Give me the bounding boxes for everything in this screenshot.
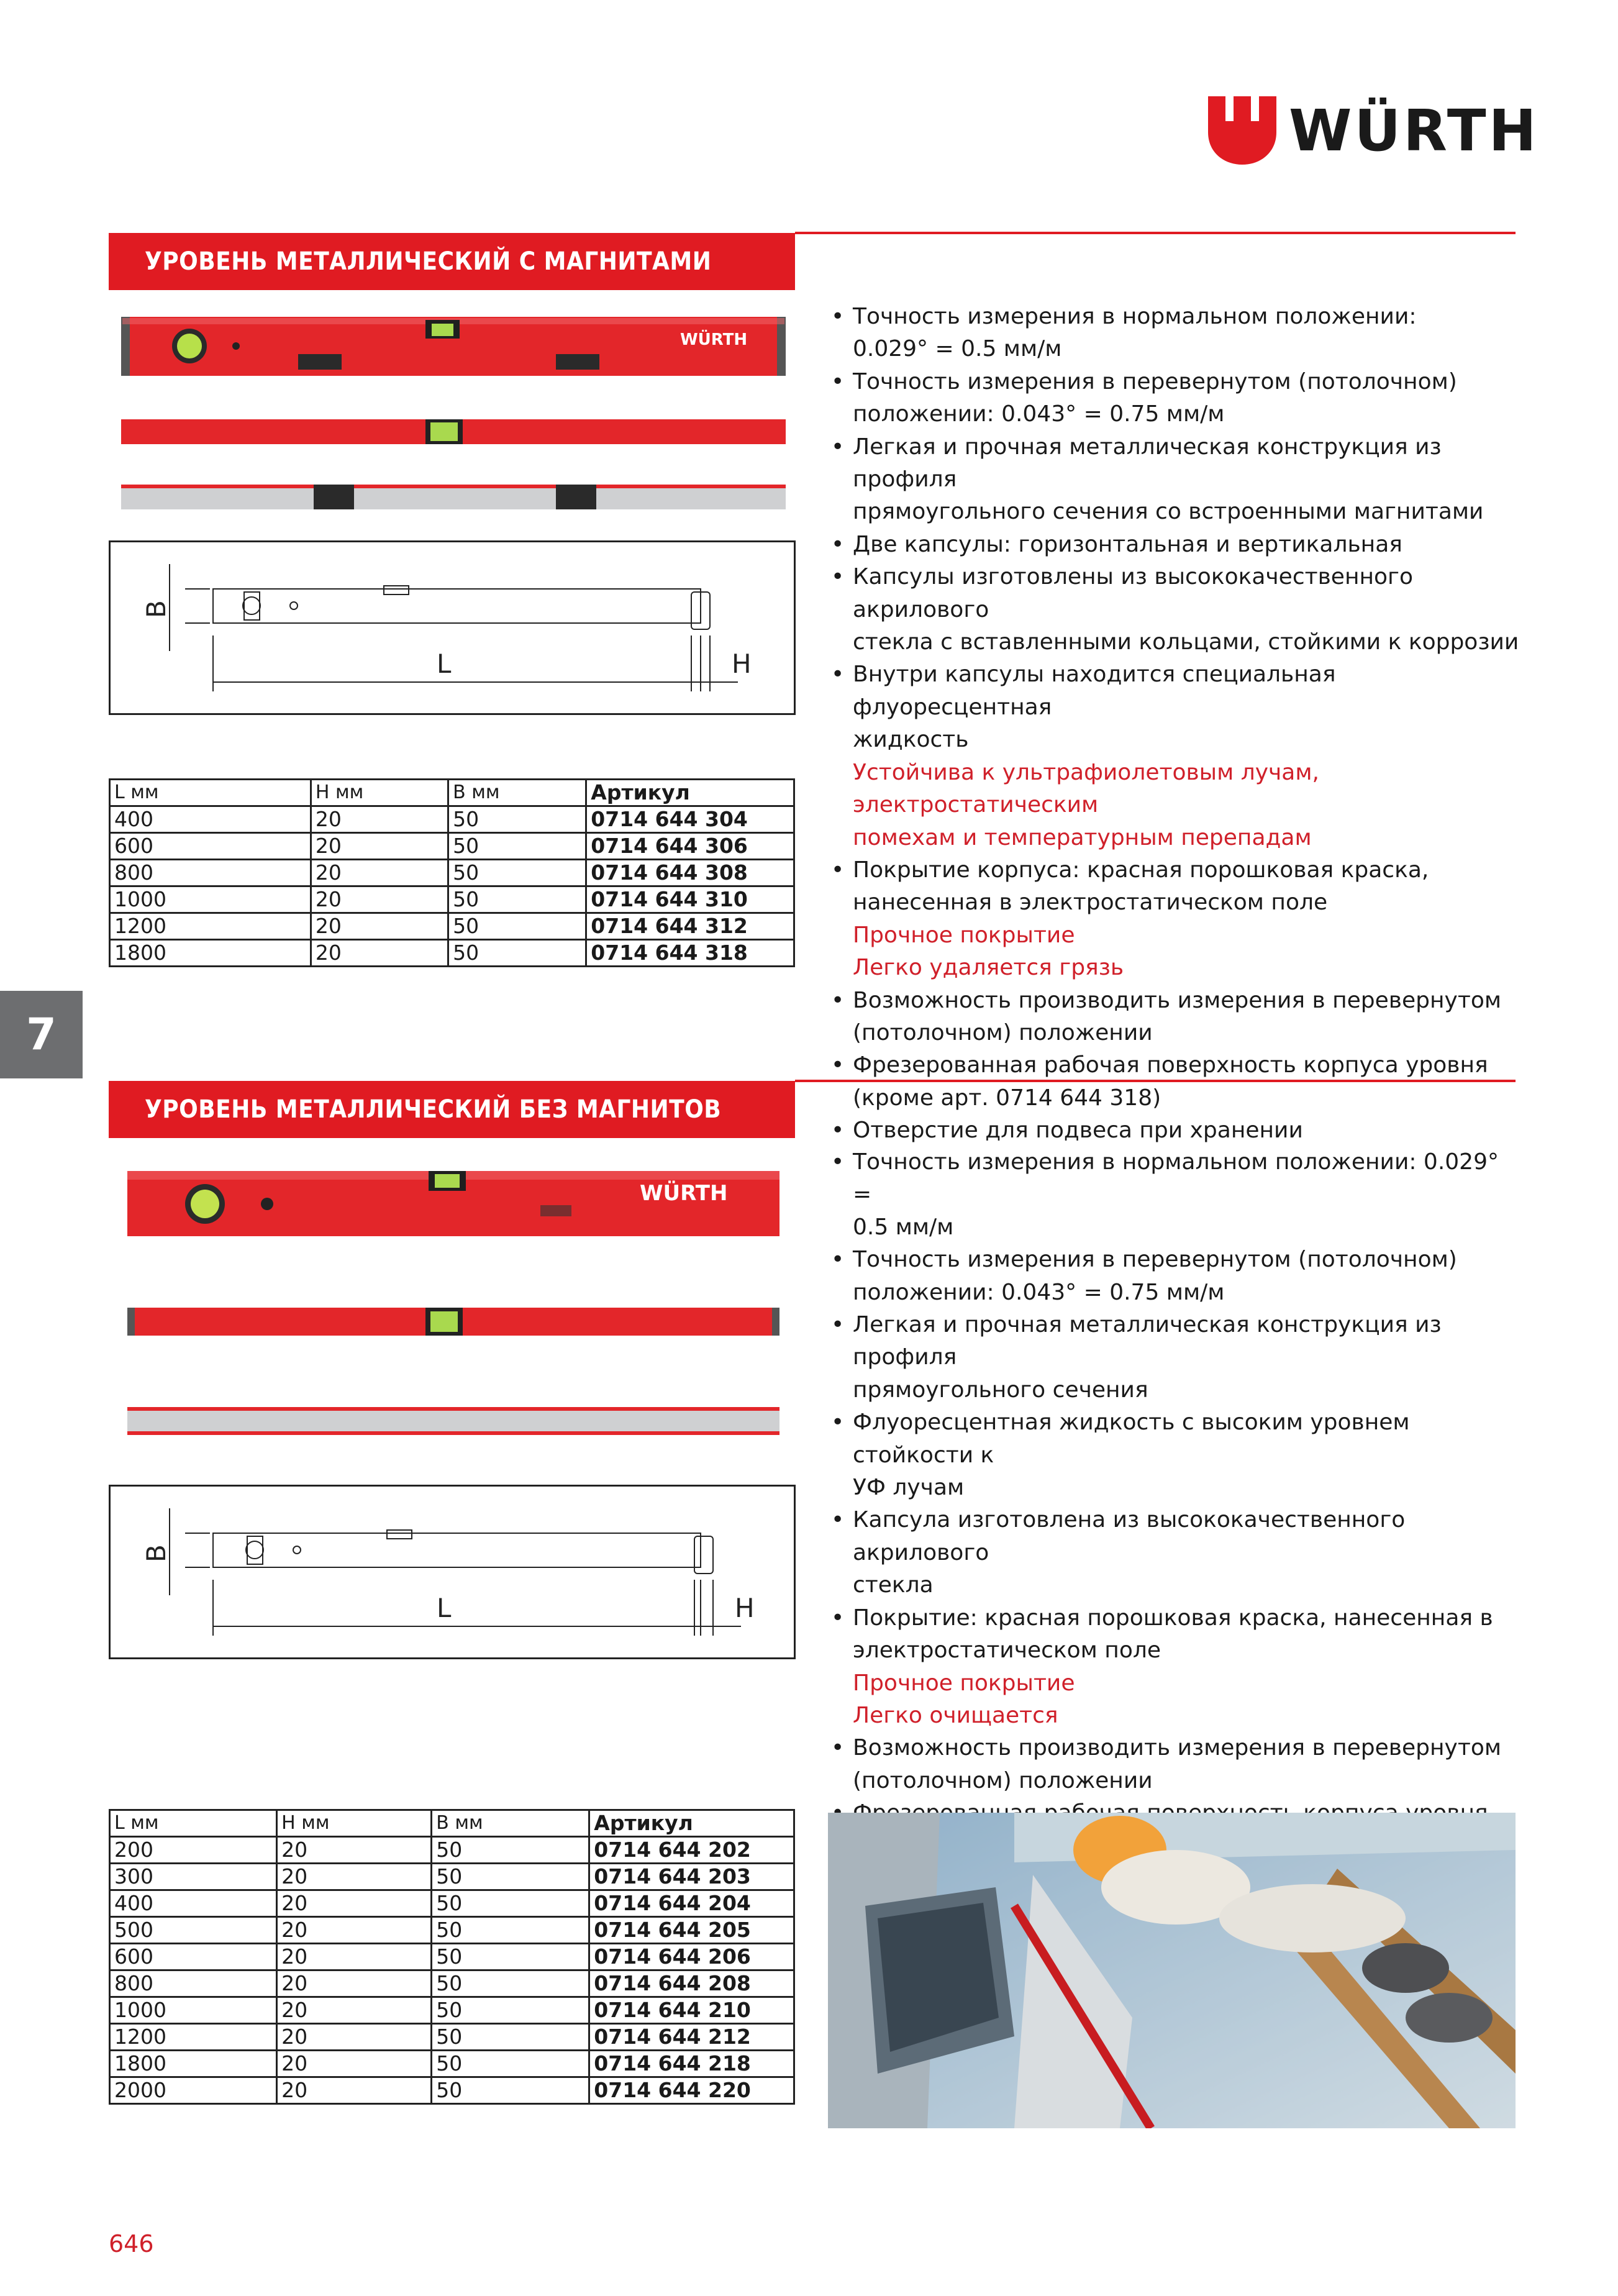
table-cell: 20 — [277, 2077, 432, 2104]
feature-bullet: • Покрытие корпуса: красная порошковая краска, — [831, 854, 1520, 886]
article-number-cell: 0714 644 210 — [589, 1997, 794, 2024]
article-number-cell: 0714 644 304 — [586, 806, 794, 833]
feature-bullet-continuation: электростатическом поле — [853, 1638, 1161, 1664]
table-cell: 20 — [277, 1864, 432, 1890]
wurth-logo-mark-icon — [1208, 96, 1276, 165]
feature-bullet-continuation: УФ лучам — [853, 1475, 965, 1501]
table-cell: 50 — [432, 1970, 589, 1997]
table-cell: 800 — [110, 860, 311, 886]
feature-bullet: • Две капсулы: горизонтальная и вертикальная — [831, 529, 1520, 561]
article-number-cell: 0714 644 205 — [589, 1917, 794, 1944]
table-cell: 50 — [432, 2024, 589, 2051]
table-cell: 50 — [448, 860, 586, 886]
feature-bullet-continuation: положении: 0.043° = 0.75 мм/м — [853, 1279, 1225, 1305]
table-cell: 20 — [311, 913, 448, 940]
article-number-cell: 0714 644 318 — [586, 940, 794, 967]
article-number-cell: 0714 644 206 — [589, 1944, 794, 1970]
table-cell: 50 — [432, 2077, 589, 2104]
section1-dimension-drawing — [109, 540, 796, 715]
table-cell: 1800 — [110, 2051, 277, 2077]
wurth-logo-text: WÜRTH — [1289, 98, 1539, 164]
article-number-cell: 0714 644 202 — [589, 1837, 794, 1864]
feature-bullet: • Точность измерения в перевернутом (потолочном) — [831, 1244, 1520, 1276]
feature-bullet-continuation: 0.5 мм/м — [853, 1214, 954, 1240]
table-header-cell: L мм — [110, 1810, 277, 1837]
section1-dim-l-label: L — [437, 649, 452, 679]
section2-dim-l-label: L — [437, 1593, 452, 1623]
table-cell: 50 — [448, 833, 586, 860]
table-cell: 20 — [277, 1997, 432, 2024]
feature-bullet-continuation: (потолочном) положении — [853, 1767, 1153, 1793]
feature-bullet: • Капсулы изготовлены из высококачественного акрилового — [831, 561, 1520, 626]
table-cell: 200 — [110, 1837, 277, 1864]
feature-highlight: Прочное покрытие — [853, 922, 1075, 948]
table-cell: 50 — [432, 1864, 589, 1890]
table-row — [110, 1944, 794, 1970]
table-cell: 1000 — [110, 886, 311, 913]
section1-title: УРОВЕНЬ МЕТАЛЛИЧЕСКИЙ С МАГНИТАМИ — [145, 247, 712, 276]
table-header-row — [110, 1810, 794, 1837]
feature-bullet: • Точность измерения в перевернутом (потолочном) — [831, 366, 1520, 398]
article-number-cell: 0714 644 218 — [589, 2051, 794, 2077]
table-header-cell: L мм — [110, 780, 311, 806]
table-row — [110, 1837, 794, 1864]
section1-bar-brand-label: WÜRTH — [680, 330, 748, 349]
table-cell: 600 — [110, 833, 311, 860]
chapter-tab: 7 — [0, 991, 83, 1078]
table-cell: 50 — [432, 1837, 589, 1864]
table-cell: 1800 — [110, 940, 311, 967]
table-cell: 50 — [432, 1944, 589, 1970]
feature-bullet: • Покрытие: красная порошковая краска, нанесенная в — [831, 1602, 1520, 1634]
feature-bullet: • Точность измерения в нормальном положении: — [831, 301, 1520, 333]
table-row — [110, 2024, 794, 2051]
table-cell: 50 — [448, 886, 586, 913]
table-header-cell: Артикул — [589, 1810, 794, 1837]
table-cell: 1200 — [110, 913, 311, 940]
table-cell: 20 — [277, 2051, 432, 2077]
table-row — [110, 833, 794, 860]
table-cell: 50 — [432, 1917, 589, 1944]
table-cell: 20 — [277, 1890, 432, 1917]
article-number-cell: 0714 644 312 — [586, 913, 794, 940]
feature-bullet: • Капсула изготовлена из высококачественного акрилового — [831, 1504, 1520, 1569]
section2-feature-list — [831, 1146, 1520, 1928]
feature-bullet: • Фрезерованная рабочая поверхность корпуса уровня — [831, 1049, 1520, 1082]
feature-highlight: помехам и температурным перепадам — [853, 824, 1312, 850]
table-row — [110, 1890, 794, 1917]
section2-spec-table — [109, 1809, 795, 2105]
article-number-cell: 0714 644 212 — [589, 2024, 794, 2051]
table-row — [110, 913, 794, 940]
feature-bullet-continuation: нанесенная в электростатическом поле — [853, 890, 1328, 916]
feature-bullet-continuation: стекла — [853, 1572, 934, 1598]
feature-highlight: Устойчива к ультрафиолетовым лучам, электростатическим — [853, 759, 1319, 818]
table-cell: 50 — [448, 806, 586, 833]
section1-header — [109, 233, 795, 290]
section1-product-image — [109, 308, 795, 528]
wurth-logo — [1208, 96, 1276, 165]
table-header-row — [110, 780, 794, 806]
table-cell: 20 — [277, 1944, 432, 1970]
feature-bullet: • Точность измерения в нормальном положении: 0.029° = — [831, 1146, 1520, 1211]
table-row — [110, 2051, 794, 2077]
table-cell: 50 — [448, 940, 586, 967]
section2-header-rule — [795, 1080, 1516, 1082]
feature-bullet: • Флуоресцентная жидкость с высоким уровнем стойкости к — [831, 1406, 1520, 1472]
section1-spec-table — [109, 778, 795, 967]
section1-header-rule — [795, 232, 1516, 234]
feature-bullet-continuation: жидкость — [853, 727, 969, 753]
table-header-cell: B мм — [432, 1810, 589, 1837]
feature-bullet-continuation: положении: 0.043° = 0.75 мм/м — [853, 401, 1225, 427]
table-row — [110, 860, 794, 886]
article-number-cell: 0714 644 203 — [589, 1864, 794, 1890]
table-cell: 1200 — [110, 2024, 277, 2051]
feature-bullet-continuation: (потолочном) положении — [853, 1019, 1153, 1046]
feature-highlight: Прочное покрытие — [853, 1670, 1075, 1696]
section2-header — [109, 1081, 795, 1138]
table-row — [110, 886, 794, 913]
table-cell: 20 — [311, 806, 448, 833]
feature-bullet-continuation: прямоугольного сечения — [853, 1377, 1148, 1403]
article-number-cell: 0714 644 306 — [586, 833, 794, 860]
table-cell: 20 — [277, 2024, 432, 2051]
table-cell: 50 — [448, 913, 586, 940]
table-cell: 400 — [110, 1890, 277, 1917]
table-cell: 500 — [110, 1917, 277, 1944]
table-row — [110, 1970, 794, 1997]
section1-dim-b-label: B — [141, 600, 171, 618]
article-number-cell: 0714 644 308 — [586, 860, 794, 886]
article-number-cell: 0714 644 208 — [589, 1970, 794, 1997]
feature-bullet: • Внутри капсулы находится специальная флуоресцентная — [831, 658, 1520, 724]
section2-dim-b-label: B — [141, 1544, 171, 1562]
table-row — [110, 1864, 794, 1890]
table-header-cell: B мм — [448, 780, 586, 806]
feature-highlight: Легко удаляется грязь — [853, 955, 1124, 981]
table-row — [110, 2077, 794, 2104]
section2-bar-brand-label: WÜRTH — [640, 1181, 728, 1206]
table-cell: 2000 — [110, 2077, 277, 2104]
table-cell: 800 — [110, 1970, 277, 1997]
table-cell: 20 — [311, 860, 448, 886]
article-number-cell: 0714 644 310 — [586, 886, 794, 913]
table-cell: 20 — [277, 1917, 432, 1944]
table-cell: 400 — [110, 806, 311, 833]
section1-feature-list — [831, 301, 1520, 1147]
table-row — [110, 1997, 794, 2024]
section2-title: УРОВЕНЬ МЕТАЛЛИЧЕСКИЙ БЕЗ МАГНИТОВ — [145, 1095, 722, 1124]
table-cell: 50 — [432, 1997, 589, 2024]
article-number-cell: 0714 644 204 — [589, 1890, 794, 1917]
table-row — [110, 940, 794, 967]
section2-dim-h-label: H — [735, 1593, 755, 1623]
feature-bullet-continuation: прямоугольного сечения со встроенными магнитами — [853, 499, 1484, 525]
article-number-cell: 0714 644 220 — [589, 2077, 794, 2104]
feature-bullet: • Легкая и прочная металлическая конструкция из профиля — [831, 1309, 1520, 1374]
section2-product-image — [109, 1162, 795, 1441]
feature-highlight: Легко очищается — [853, 1702, 1058, 1728]
table-cell: 20 — [311, 833, 448, 860]
feature-bullet: • Возможность производить измерения в перевернутом — [831, 985, 1520, 1017]
table-header-cell: H мм — [311, 780, 448, 806]
table-cell: 20 — [311, 940, 448, 967]
table-cell: 50 — [432, 2051, 589, 2077]
feature-bullet: • Легкая и прочная металлическая конструкция из профиля — [831, 431, 1520, 496]
feature-bullet-continuation: (кроме арт. 0714 644 318) — [853, 1085, 1161, 1111]
worker-on-ladder-photo — [828, 1813, 1516, 2128]
feature-bullet: • Отверстие для подвеса при хранении — [831, 1114, 1520, 1147]
table-row — [110, 806, 794, 833]
section1-dim-h-label: H — [732, 649, 752, 679]
table-cell: 600 — [110, 1944, 277, 1970]
table-cell: 20 — [277, 1970, 432, 1997]
table-row — [110, 1917, 794, 1944]
feature-bullet-continuation: 0.029° = 0.5 мм/м — [853, 336, 1062, 362]
table-cell: 20 — [311, 886, 448, 913]
section2-dimension-drawing — [109, 1485, 796, 1659]
table-header-cell: H мм — [277, 1810, 432, 1837]
table-cell: 20 — [277, 1837, 432, 1864]
feature-bullet: • Возможность производить измерения в перевернутом — [831, 1732, 1520, 1764]
table-cell: 300 — [110, 1864, 277, 1890]
feature-bullet-continuation: стекла с вставленными кольцами, стойкими к коррозии — [853, 629, 1519, 655]
table-header-cell: Артикул — [586, 780, 794, 806]
table-cell: 50 — [432, 1890, 589, 1917]
table-cell: 1000 — [110, 1997, 277, 2024]
page-number: 646 — [109, 2230, 154, 2257]
